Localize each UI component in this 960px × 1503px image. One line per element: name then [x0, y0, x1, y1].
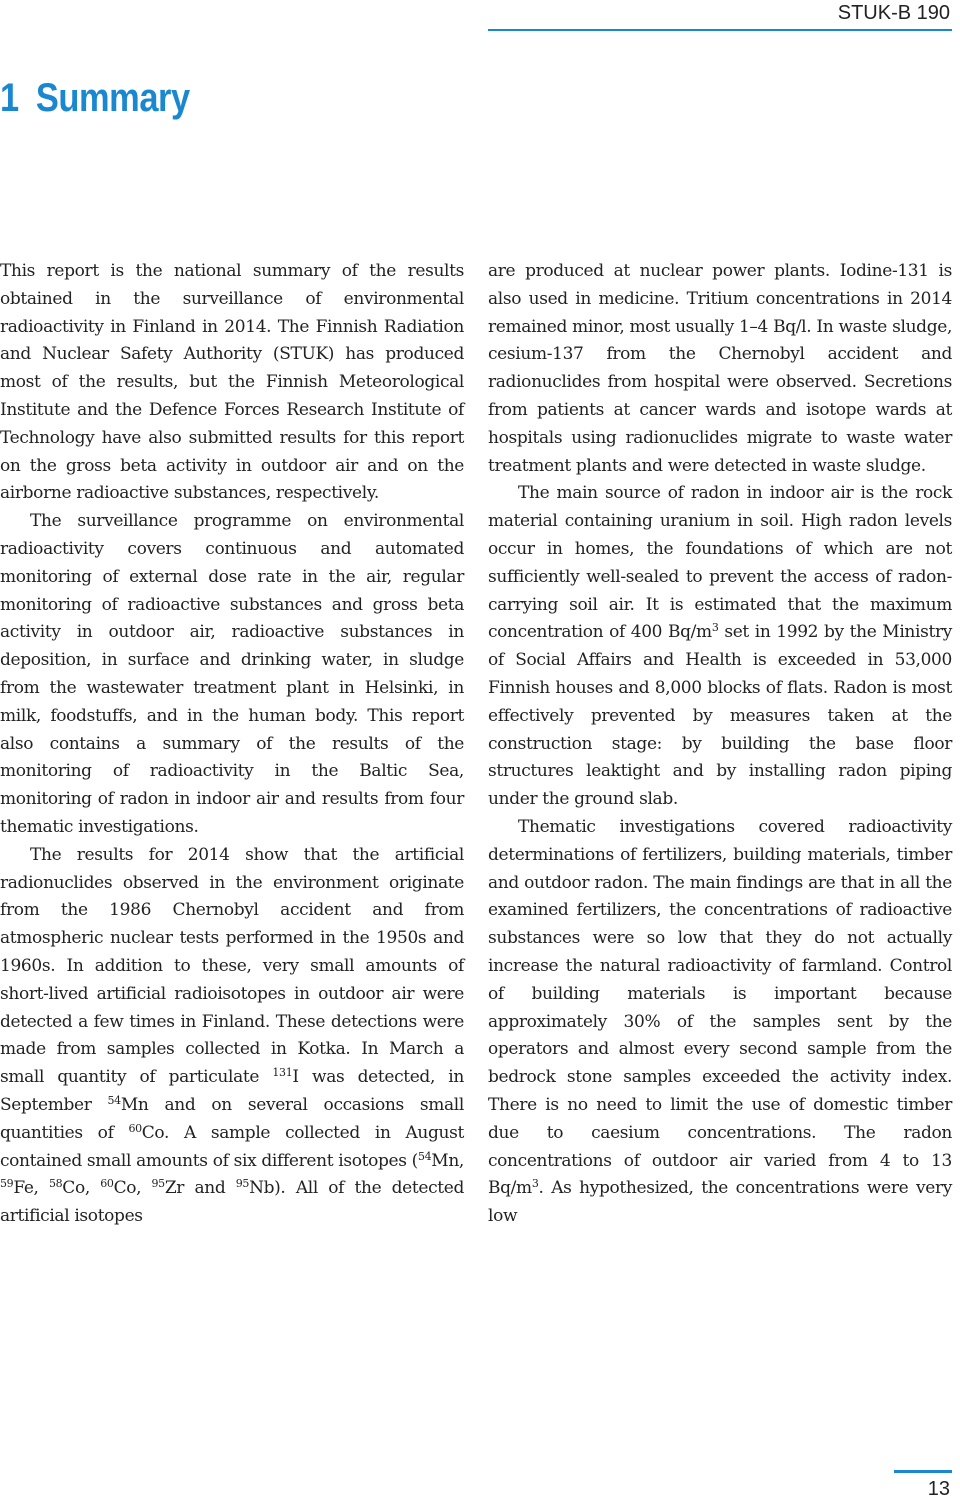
- paragraph: [488, 814, 952, 1231]
- text-run: Co,: [62, 1178, 101, 1199]
- text-run: Co,: [113, 1178, 152, 1199]
- section-number: 1: [0, 76, 19, 120]
- header-rule: [488, 29, 952, 31]
- text-run: . As hypothesized, the concentrations were very low: [488, 1178, 952, 1227]
- text-run: The results for 2014 show that the artificial radionuclides observed in the environment originate from the 1986 Chernobyl accident and from atmospheric nuclear tests performed in the 1950s and 1960s. In addition to these, very small amounts of short-lived artificial radioisotopes in outdoor air were detected a few times in Finland. These detections were made from samples collected in Kotka. In March a small quantity of particulate: [0, 844, 464, 1088]
- superscript: 131: [272, 1066, 293, 1080]
- left-column: [0, 258, 464, 1231]
- text-run: I was detected, in September: [0, 1067, 464, 1115]
- superscript: 95: [235, 1177, 250, 1191]
- superscript: 95: [151, 1177, 165, 1191]
- superscript: 3: [711, 621, 719, 635]
- superscript: 3: [531, 1177, 539, 1191]
- text-run: Mn,: [431, 1150, 464, 1171]
- paragraph: [488, 480, 952, 814]
- running-header: [0, 0, 960, 32]
- footer-rule: [894, 1470, 952, 1473]
- text-run: Thematic investigations covered radioactivity determinations of fertilizers, building materials, timber and outdoor radon. The main findings are that in all the examined fertilizers, the concentrations of radioactive substances were so low that they do not actually increase the natural radioactivity of farmland. Control of building materials is important because approximately 30% of the samples sent by the operators and almost every second sample from the bedrock stone samples exceeded the activity index. There is no need to limit the use of domestic timber due to caesium concentrations. The radon concentrations of outdoor air varied from 4 to 13 Bq/m: [488, 816, 952, 1199]
- page-number: 13: [927, 1478, 950, 1500]
- paragraph: This report is the national summary of the results obtained in the surveillance of environmental radioactivity in Finland in 2014. The Finnish Radiation and Nuclear Safety Authority (STUK) has produced most of the results, but the Finnish Meteorological Institute and the Defence Forces Research Institute of Technology have also submitted results for this report on the gross beta activity in outdoor air and on the airborne radioactive substances, respectively.: [0, 261, 464, 504]
- paragraph: are produced at nuclear power plants. Iodine-131 is also used in medicine. Tritium concentrations in 2014 remained minor, most usually 1–4 Bq/l. In waste sludge, cesium-137 from the Chernobyl accident and radionuclides from hospital were observed. Secretions from patients at cancer wards and isotope wards at hospitals using radionuclides migrate to waste water treatment plants and were detected in waste sludge.: [488, 261, 952, 476]
- right-column: [488, 258, 952, 1231]
- paragraph: [0, 842, 464, 1231]
- superscript: 54: [417, 1149, 432, 1163]
- report-id: STUK-B 190: [837, 2, 950, 24]
- section-heading: [0, 76, 190, 121]
- paragraph: The surveillance programme on environmental radioactivity covers continuous and automated monitoring of external dose rate in the air, regular monitoring of radioactive substances and gross beta activity in outdoor air, radioactive substances in deposition, in surface and drinking water, in sludge from the wastewater treatment plant in Helsinki, in milk, foodstuffs, and in the human body. This report also contains a summary of the results of the monitoring of radioactivity in the Baltic Sea, monitoring of radon in indoor air and results from four thematic investigations.: [0, 511, 464, 837]
- superscript: 58: [48, 1177, 63, 1191]
- superscript: 60: [128, 1121, 142, 1135]
- superscript: 54: [107, 1093, 121, 1107]
- superscript: 60: [100, 1177, 114, 1191]
- text-run: Co. A sample collected in August contained small amounts of six different isotopes (: [0, 1122, 464, 1171]
- text-run: Fe,: [13, 1178, 49, 1199]
- section-title: Summary: [35, 76, 190, 120]
- text-run: The main source of radon in indoor air is the rock material containing uranium in soil. High radon levels occur in homes, the foundations of which are not sufficiently well-sealed to prevent the access of radon-carrying soil air. It is estimated that the maximum concentration of 400 Bq/m: [488, 483, 952, 643]
- text-run: Nb). All of the detected artificial isotopes: [0, 1178, 464, 1227]
- text-run: Mn and on several occasions small quantities of: [0, 1094, 464, 1143]
- text-run: Zr and: [164, 1178, 236, 1199]
- superscript: 59: [0, 1177, 14, 1191]
- text-run: set in 1992 by the Ministry of Social Affairs and Health is exceeded in 53,000 Finnish houses and 8,000 blocks of flats. Radon is most effectively prevented by measures taken at the construction stage: by building the base floor structures leaktight and by installing radon piping under the ground slab.: [488, 622, 952, 810]
